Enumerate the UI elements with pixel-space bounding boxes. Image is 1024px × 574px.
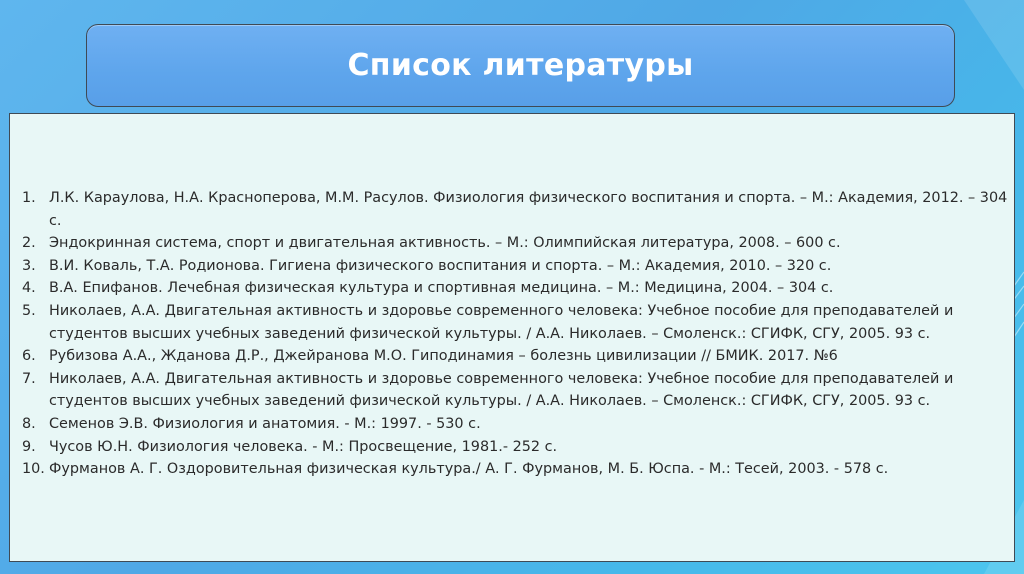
reference-number: 6. [22, 348, 36, 365]
reference-number: 8. [22, 415, 36, 432]
title-banner [86, 24, 955, 107]
reference-item [22, 458, 1012, 481]
reference-text: В.И. Коваль, Т.А. Родионова. Гигиена физического воспитания и спорта. – М.: Академия, 2010. – 320 с. [49, 257, 832, 274]
reference-number: 10. [22, 461, 45, 478]
reference-number: 1. [22, 190, 36, 206]
reference-number: 4. [22, 280, 36, 297]
reference-number: 2. [22, 235, 36, 252]
reference-item [22, 436, 1012, 459]
reference-item [22, 232, 1012, 255]
reference-text: Л.К. Караулова, Н.А. Красноперова, М.М. Расулов. Физиология физического воспитания и спорта. – М.: Академия, 2012. – 304 с. [49, 190, 1008, 229]
reference-text: Рубизова А.А., Жданова Д.Р., Джейранова М.О. Гиподинамия – болезнь цивилизации // БМИК. 2017. №6 [49, 348, 838, 365]
reference-text: Николаев, А.А. Двигательная активность и здоровье современного человека: Учебное пособие для преподавателей и студентов высших учебных заведений физической культуры. / А.А. Николаев. – Смоленск.: СГИФК, СГУ, 2005. 93 с. [49, 370, 954, 410]
reference-item [22, 300, 1012, 345]
reference-item [22, 187, 1012, 232]
references-panel [9, 113, 1015, 562]
reference-item [22, 277, 1012, 300]
reference-text: В.А. Епифанов. Лечебная физическая культура и спортивная медицина. – М.: Медицина, 2004. – 304 с. [49, 280, 834, 297]
reference-item [22, 413, 1012, 436]
reference-text: Семенов Э.В. Физиология и анатомия. - М.: 1997. - 530 с. [49, 415, 481, 432]
reference-list [22, 187, 1012, 481]
reference-number: 9. [22, 438, 36, 455]
reference-number: 5. [22, 302, 36, 319]
reference-text: Фурманов А. Г. Оздоровительная физическая культура./ А. Г. Фурманов, М. Б. Юспа. - М.: Тесей, 2003. - 578 с. [49, 461, 889, 478]
slide-title: Список литературы [347, 48, 694, 83]
reference-item [22, 368, 1012, 413]
reference-number: 3. [22, 257, 36, 274]
reference-text: Эндокринная система, спорт и двигательная активность. – М.: Олимпийская литература, 2008. – 600 с. [49, 235, 841, 252]
reference-item [22, 345, 1012, 368]
reference-number: 7. [22, 370, 36, 387]
reference-text: Николаев, А.А. Двигательная активность и здоровье современного человека: Учебное пособие для преподавателей и студентов высших учебных заведений физической культуры. / А.А. Николаев. – Смоленск.: СГИФК, СГУ, 2005. 93 с. [49, 302, 954, 342]
reference-text: Чусов Ю.Н. Физиология человека. - М.: Просвещение, 1981.- 252 с. [49, 438, 558, 455]
reference-item [22, 255, 1012, 278]
